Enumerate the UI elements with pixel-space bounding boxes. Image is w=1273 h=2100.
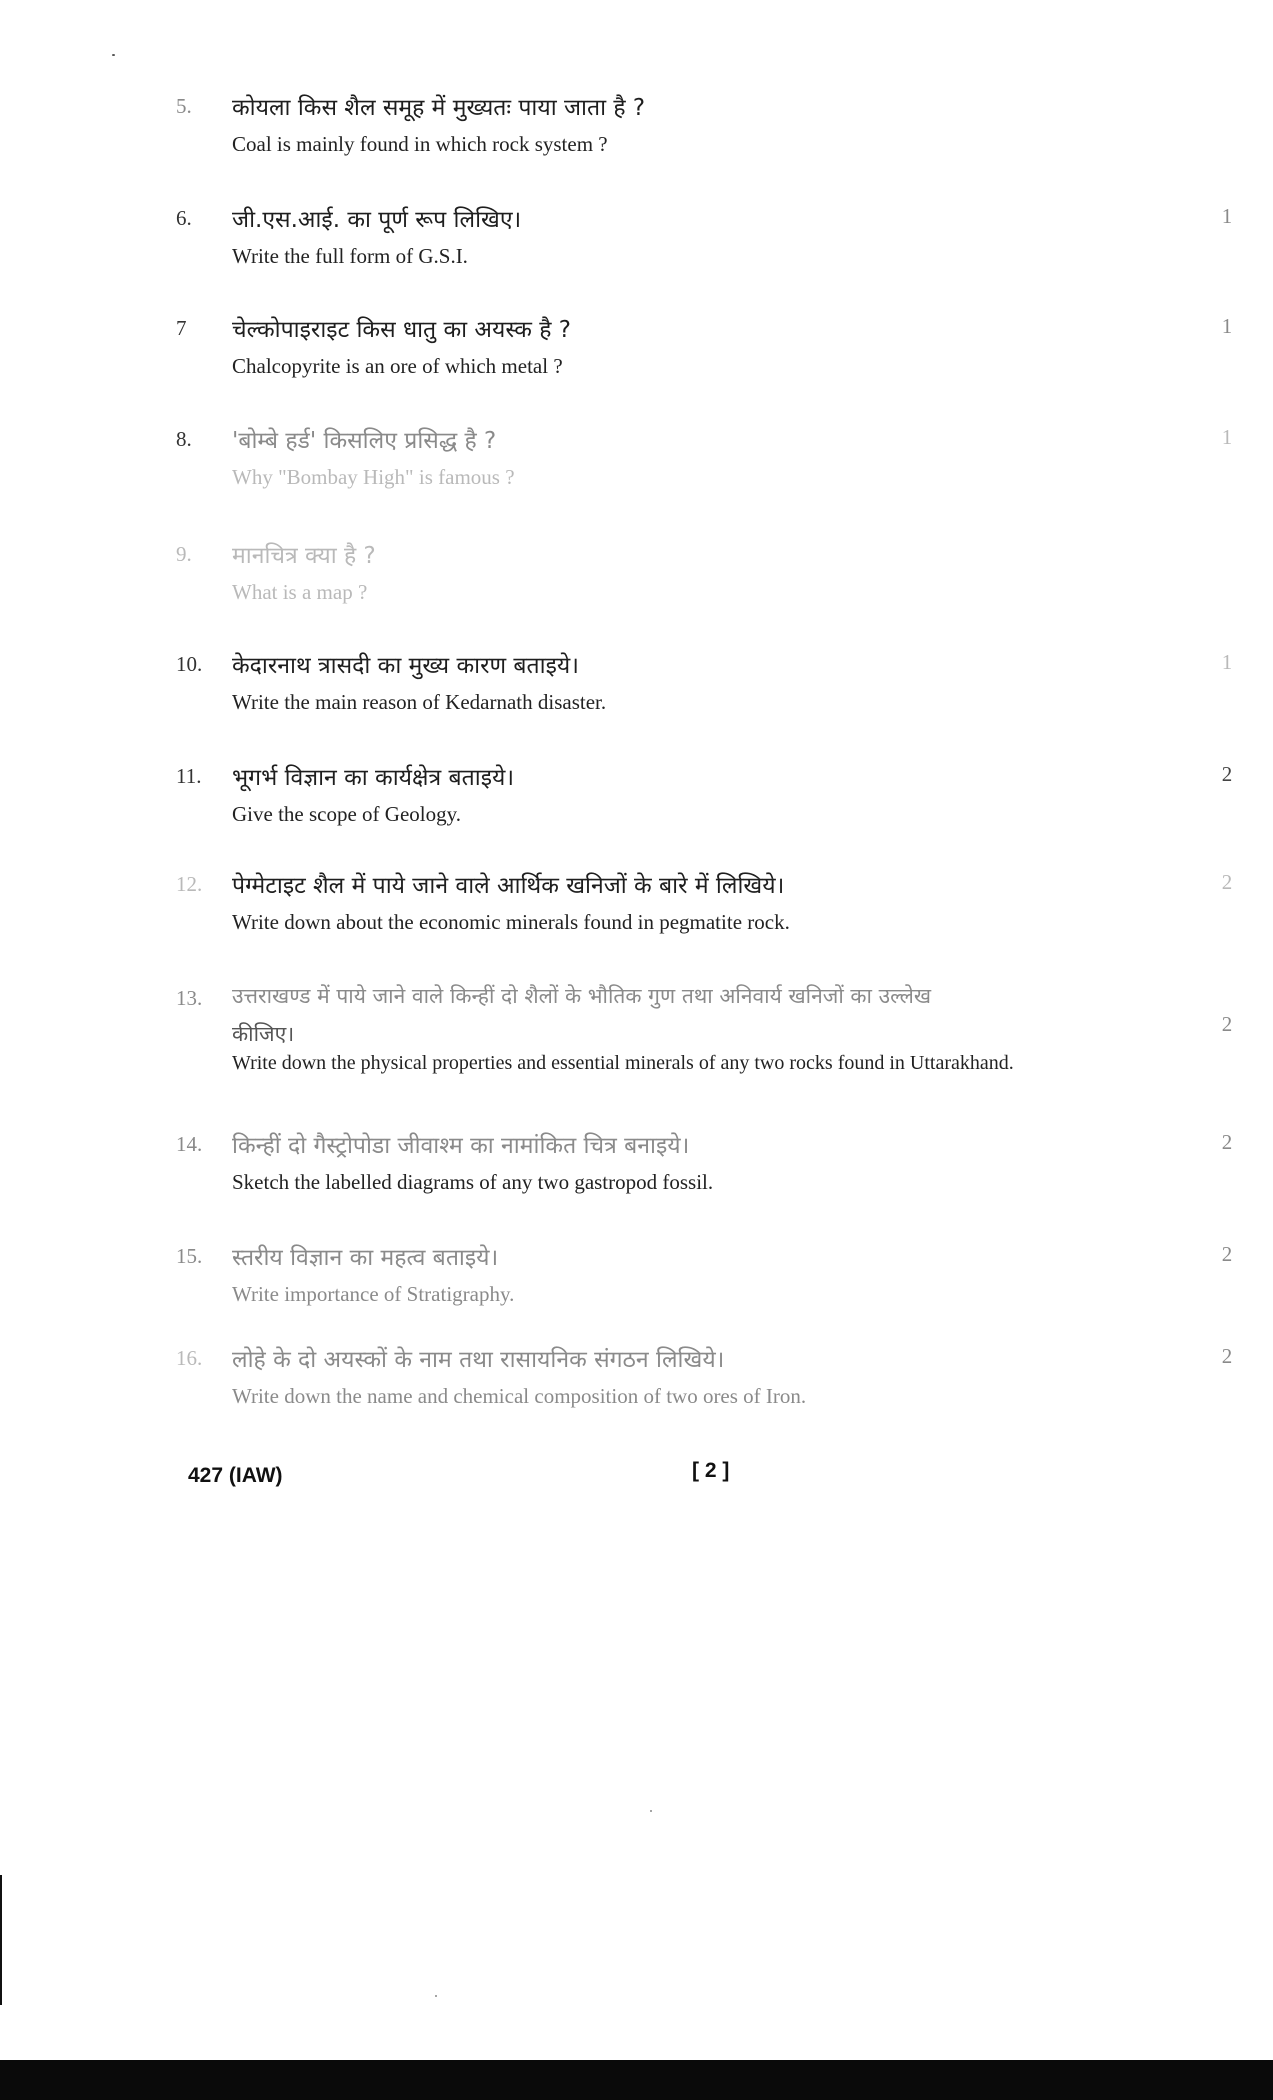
- question-english: Write down about the economic minerals found in pegmatite rock.: [232, 910, 790, 934]
- question-english: Coal is mainly found in which rock system ?: [232, 132, 608, 156]
- question-marks: 1: [1221, 314, 1233, 338]
- question-marks: 1: [1221, 204, 1233, 228]
- question-number: 14.: [176, 1132, 203, 1156]
- question-number: 13.: [176, 986, 203, 1010]
- question-english: Write down the physical properties and essential minerals of any two rocks found in Uttarakhand.: [232, 1052, 1014, 1074]
- question-number: 12.: [176, 872, 203, 896]
- question-marks: 2: [1221, 1012, 1233, 1036]
- scan-speck: [650, 1810, 652, 1812]
- question-marks: 2: [1221, 1344, 1233, 1368]
- question-english: Write the main reason of Kedarnath disaster.: [232, 690, 607, 714]
- question-hindi: जी.एस.आई. का पूर्ण रूप लिखिए।: [232, 207, 522, 233]
- question-hindi: पेग्मेटाइट शैल में पाये जाने वाले आर्थिक खनिजों के बारे में लिखिये।: [232, 873, 785, 899]
- question-number: 5.: [176, 94, 192, 118]
- question-hindi: मानचित्र क्या है ?: [232, 543, 376, 569]
- page-number: [ 2 ]: [692, 1459, 730, 1482]
- question-marks: 1: [1221, 650, 1233, 674]
- question-english: Write down the name and chemical composition of two ores of Iron.: [232, 1384, 807, 1408]
- question-marks: 1: [1221, 425, 1233, 449]
- question-number: 16.: [176, 1346, 203, 1370]
- question-number: 6.: [176, 206, 192, 230]
- question-english: Write the full form of G.S.I.: [232, 244, 468, 268]
- question-marks: 2: [1221, 1242, 1233, 1266]
- question-english: Sketch the labelled diagrams of any two gastropod fossil.: [232, 1170, 714, 1194]
- question-english: What is a map ?: [232, 580, 368, 604]
- question-marks: 2: [1221, 1130, 1233, 1154]
- question-hindi-line2: कीजिए।: [232, 1022, 295, 1046]
- question-hindi: केदारनाथ त्रासदी का मुख्य कारण बताइये।: [232, 653, 579, 679]
- question-marks: 2: [1221, 870, 1233, 894]
- question-hindi: स्तरीय विज्ञान का महत्व बताइये।: [232, 1245, 499, 1271]
- scan-bottom-bar: [0, 2060, 1273, 2100]
- question-number: 7: [176, 316, 187, 340]
- question-number: 10.: [176, 652, 203, 676]
- question-hindi: उत्तराखण्ड में पाये जाने वाले किन्हीं दो शैलों के भौतिक गुण तथा अनिवार्य खनिजों का उल्लेख: [232, 984, 932, 1008]
- question-english: Why "Bombay High" is famous ?: [232, 465, 515, 489]
- question-english: Write importance of Stratigraphy.: [232, 1282, 515, 1306]
- question-number: 11.: [176, 764, 202, 788]
- question-number: 15.: [176, 1244, 203, 1268]
- question-hindi: कोयला किस शैल समूह में मुख्यतः पाया जाता है ?: [232, 95, 646, 121]
- question-english: Give the scope of Geology.: [232, 802, 461, 826]
- scan-speck: [112, 54, 115, 56]
- question-english: Chalcopyrite is an ore of which metal ?: [232, 354, 563, 378]
- question-number: 8.: [176, 427, 192, 451]
- question-hindi: 'बोम्बे हर्ड' किसलिए प्रसिद्ध है ?: [232, 428, 497, 454]
- question-number: 9.: [176, 542, 192, 566]
- scan-edge-mark: [0, 1875, 2, 2005]
- question-hindi: लोहे के दो अयस्कों के नाम तथा रासायनिक संगठन लिखिये।: [232, 1347, 725, 1373]
- paper-code: 427 (IAW): [188, 1464, 283, 1487]
- question-hindi: चेल्कोपाइराइट किस धातु का अयस्क है ?: [232, 317, 571, 343]
- question-hindi: किन्हीं दो गैस्ट्रोपोडा जीवाश्म का नामांकित चित्र बनाइये।: [232, 1133, 690, 1159]
- question-hindi: भूगर्भ विज्ञान का कार्यक्षेत्र बताइये।: [232, 765, 515, 791]
- scan-speck: [435, 1995, 437, 1997]
- question-marks: 2: [1221, 762, 1233, 786]
